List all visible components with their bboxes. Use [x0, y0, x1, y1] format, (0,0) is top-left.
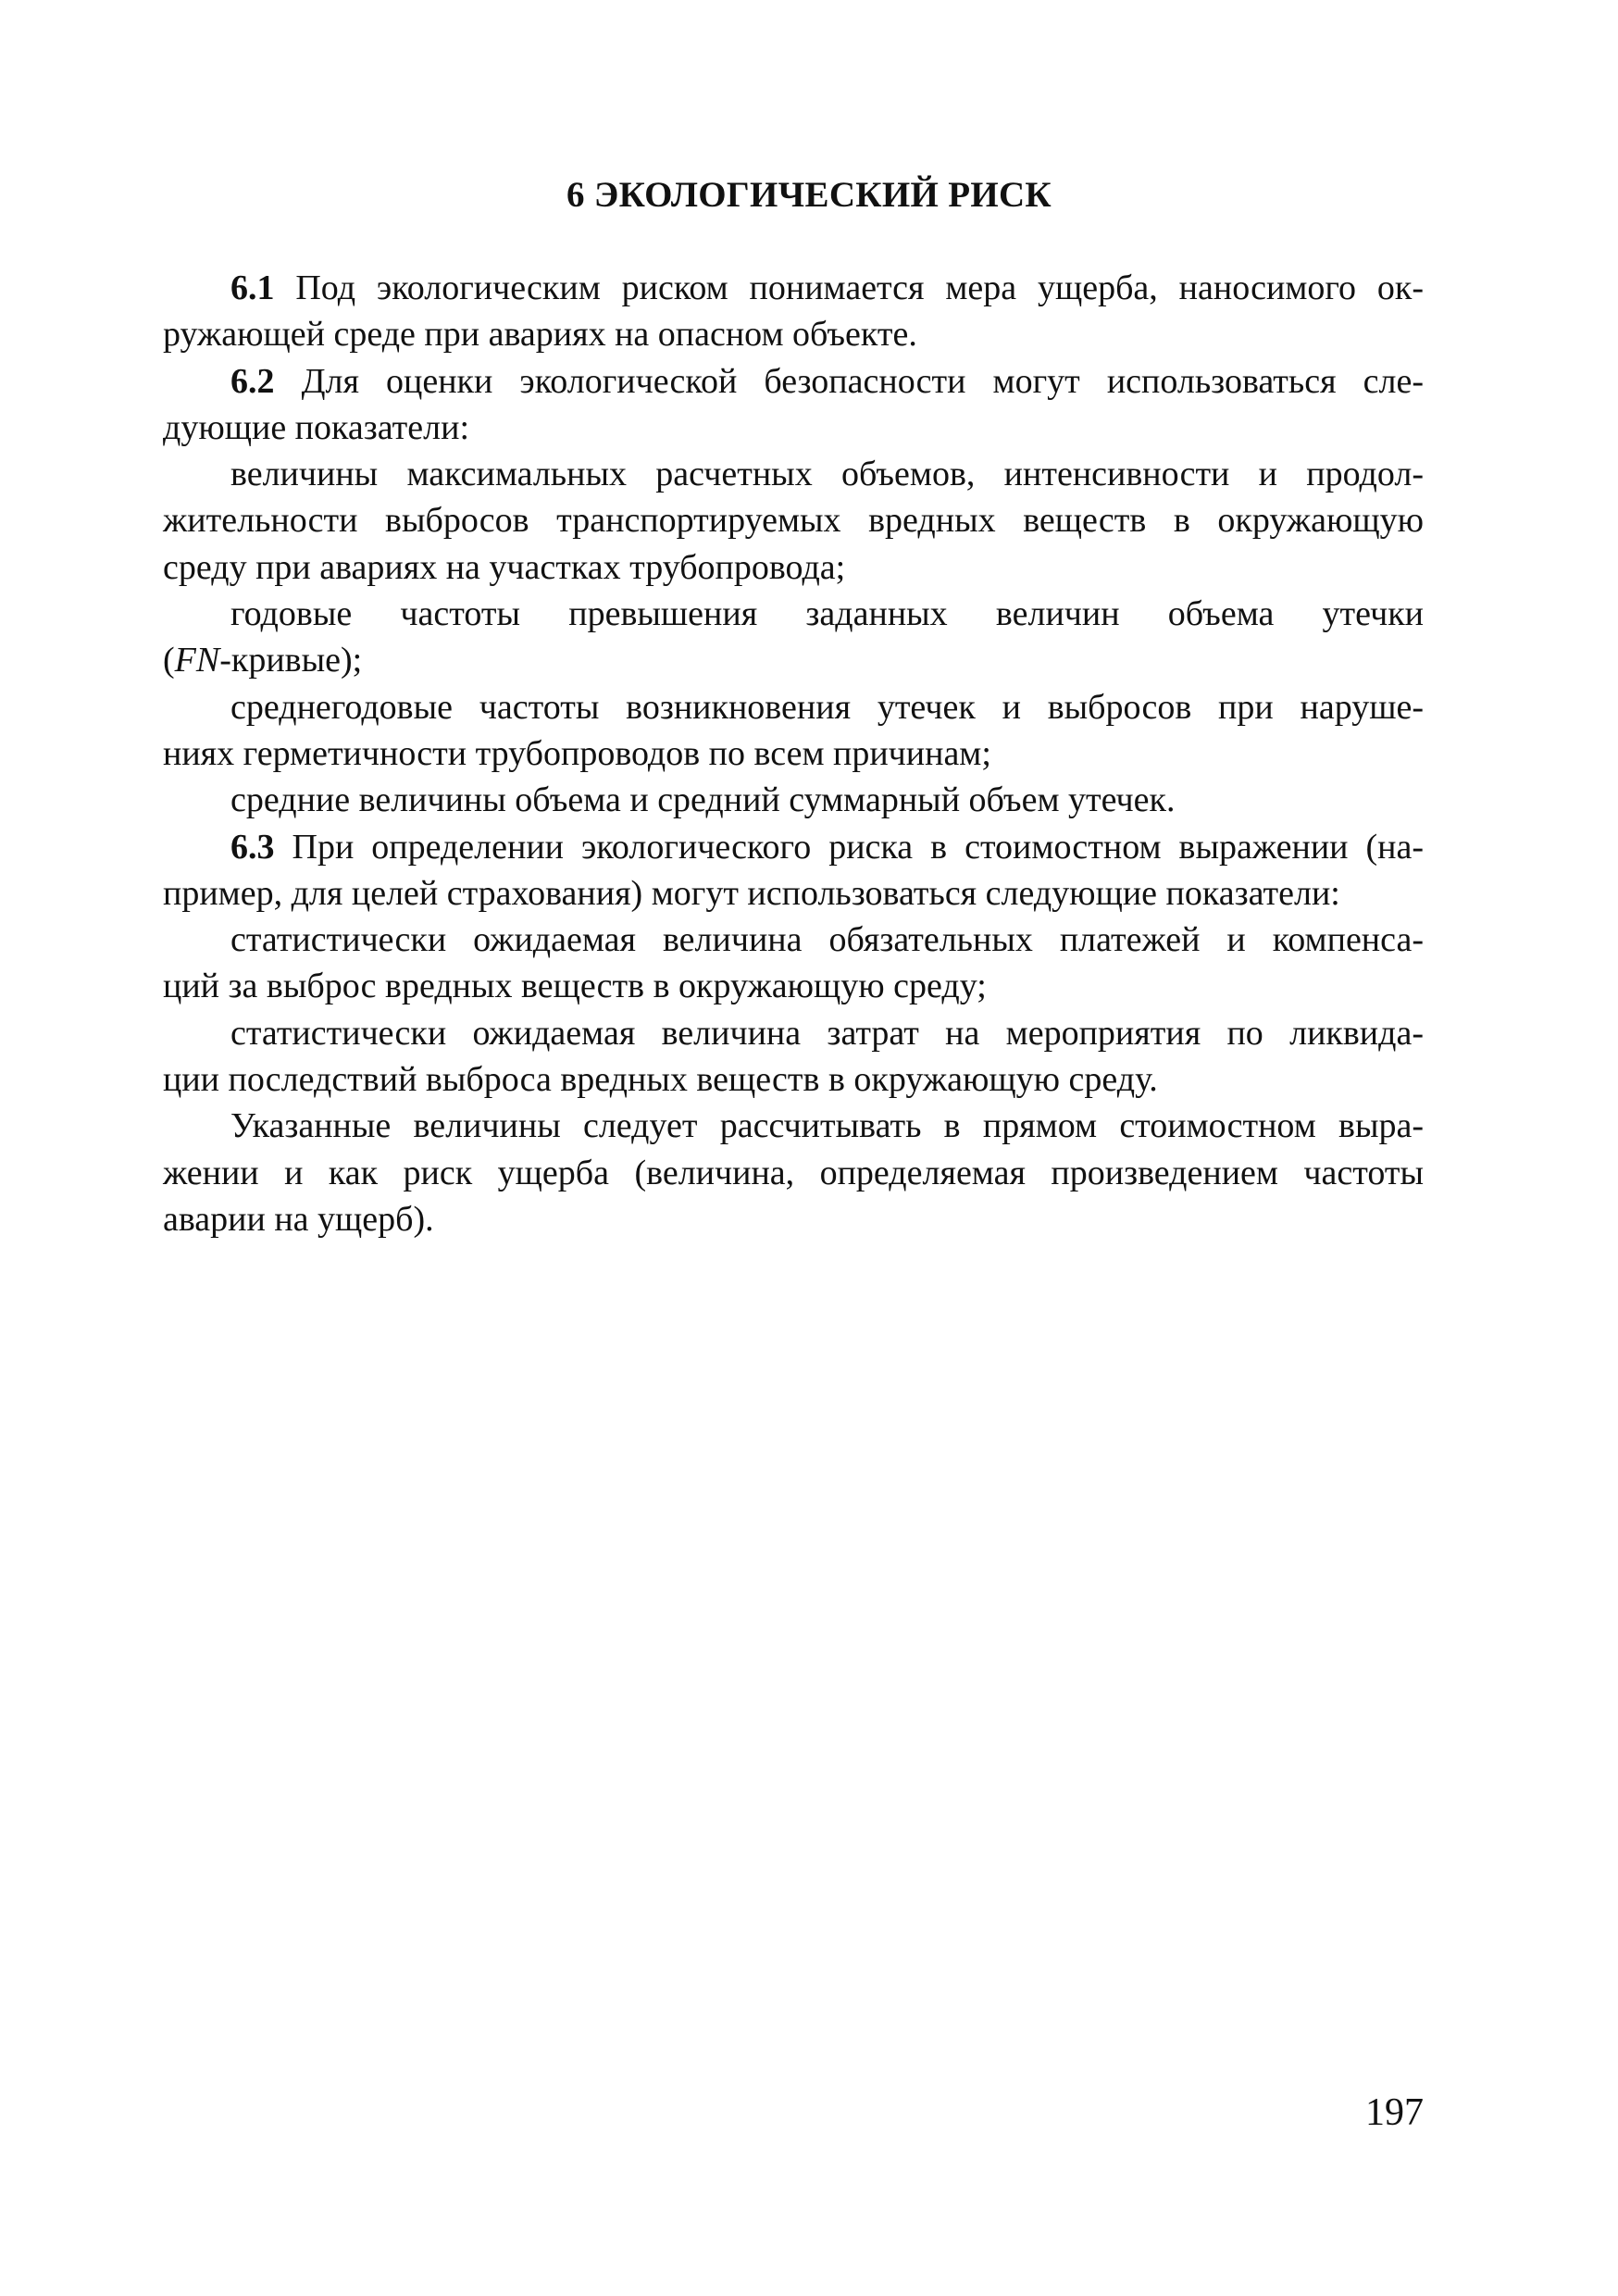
text-line: статистически ожидаемая величина затрат на мероприятия по ликвида-	[230, 1013, 1424, 1053]
text-line: величины максимальных расчетных объемов, интенсивности и продол-	[230, 455, 1424, 494]
text-line: пример, для целей страхования) могут использоваться следующие показатели:	[163, 873, 1340, 913]
section-body	[163, 265, 1424, 1242]
text-line: 6.3 При определении экологического риска в стоимостном выражении (на-	[230, 827, 1424, 867]
text-line: (FN-кривые);	[163, 641, 363, 680]
text-line: 6.1 Под экологическим риском понимается мера ущерба, наносимого ок-	[230, 268, 1424, 307]
text-line: средние величины объема и средний суммарный объем утечек.	[230, 780, 1176, 820]
clause-number: 6.3	[230, 827, 275, 867]
text-line: ниях герметичности трубопроводов по всем причинам;	[163, 733, 991, 773]
text-line: ции последствий выброса вредных веществ в окружающую среду.	[163, 1060, 1158, 1100]
text-line: дующие показатели:	[163, 407, 469, 447]
fn-curves-term: FN	[174, 641, 220, 680]
text-line: аварии на ущерб).	[163, 1199, 434, 1239]
section-title: 6 ЭКОЛОГИЧЕСКИЙ РИСК	[566, 175, 1052, 215]
clause-number: 6.2	[230, 361, 275, 401]
text-line: статистически ожидаемая величина обязательных платежей и компенса-	[230, 920, 1424, 960]
text-line: среднегодовые частоты возникновения утечек и выбросов при наруше-	[230, 687, 1424, 727]
text-line: жительности выбросов транспортируемых вредных веществ в окружающую	[163, 501, 1424, 541]
page-number: 197	[1365, 2091, 1424, 2134]
text-line: Указанные величины следует рассчитывать в прямом стоимостном выра-	[230, 1106, 1424, 1146]
text-line: ций за выброс вредных веществ в окружающую среду;	[163, 967, 987, 1006]
clause-number: 6.1	[230, 268, 275, 307]
text-line: годовые частоты превышения заданных величин объема утечки	[230, 594, 1424, 634]
text-line: ружающей среде при авариях на опасном объекте.	[163, 315, 917, 355]
text-line: 6.2 Для оценки экологической безопасности могут использоваться сле-	[230, 361, 1424, 401]
text-line: среду при авариях на участках трубопровода;	[163, 547, 846, 587]
text-line: жении и как риск ущерба (величина, определяемая произведением частоты	[163, 1153, 1424, 1192]
